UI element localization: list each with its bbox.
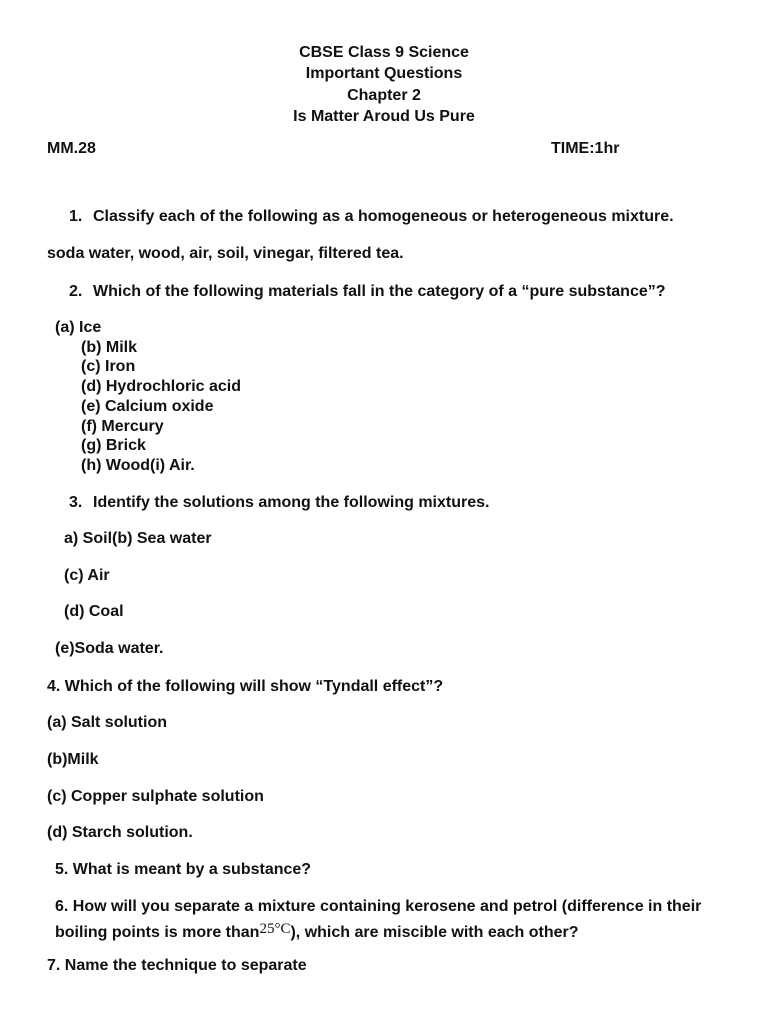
question-1-number: 1.: [69, 208, 83, 225]
question-2-number: 2.: [69, 283, 83, 300]
question-6-line-2: [55, 919, 579, 943]
question-2-option: (d) Hydrochloric acid: [81, 378, 242, 395]
question-7-text: 7. Name the technique to separate: [47, 957, 307, 974]
time-limit: TIME:1hr: [551, 140, 620, 157]
question-2-option: (e) Calcium oxide: [81, 398, 214, 415]
question-2-option: (h) Wood(i) Air.: [81, 457, 195, 474]
title-line-1: CBSE Class 9 Science: [299, 44, 469, 61]
question-2-option: (b) Milk: [81, 339, 137, 356]
question-3-option: (c) Air: [64, 567, 110, 584]
question-4-option: (b)Milk: [47, 751, 99, 768]
question-3-number: 3.: [69, 494, 83, 511]
title-line-4: Is Matter Aroud Us Pure: [293, 108, 475, 125]
question-4-option: (c) Copper sulphate solution: [47, 788, 264, 805]
question-2-option: (f) Mercury: [81, 418, 164, 435]
question-4-option: (d) Starch solution.: [47, 824, 193, 841]
question-1: [69, 207, 674, 227]
max-marks: MM.28: [47, 140, 96, 157]
question-1-text: Classify each of the following as a homogeneous or heterogeneous mixture.: [93, 208, 674, 225]
question-1-items: soda water, wood, air, soil, vinegar, filtered tea.: [47, 245, 404, 262]
question-2-text: Which of the following materials fall in the category of a “pure substance”?: [93, 283, 666, 300]
question-6-line-1: 6. How will you separate a mixture containing kerosene and petrol (difference in their: [55, 898, 702, 915]
question-3-option: (d) Coal: [64, 603, 124, 620]
title-line-3: Chapter 2: [347, 87, 421, 104]
question-2-option: (c) Iron: [81, 358, 136, 375]
question-6-text-after: ), which are miscible with each other?: [290, 924, 579, 941]
question-2-option: (g) Brick: [81, 437, 146, 454]
question-2-option: (a) Ice: [55, 319, 102, 336]
question-6-text-before: boiling points is more than: [55, 924, 260, 941]
question-4-text: 4. Which of the following will show “Tyndall effect”?: [47, 678, 444, 695]
question-3-text: Identify the solutions among the following mixtures.: [93, 494, 490, 511]
question-4-option: (a) Salt solution: [47, 714, 167, 731]
question-3-option: a) Soil(b) Sea water: [64, 530, 212, 547]
question-3: [69, 493, 489, 513]
title-line-2: Important Questions: [305, 65, 463, 82]
temperature-formula: 25°C: [259, 921, 291, 937]
question-5-text: 5. What is meant by a substance?: [55, 861, 312, 878]
question-2: [69, 282, 666, 302]
question-3-option: (e)Soda water.: [55, 640, 164, 657]
